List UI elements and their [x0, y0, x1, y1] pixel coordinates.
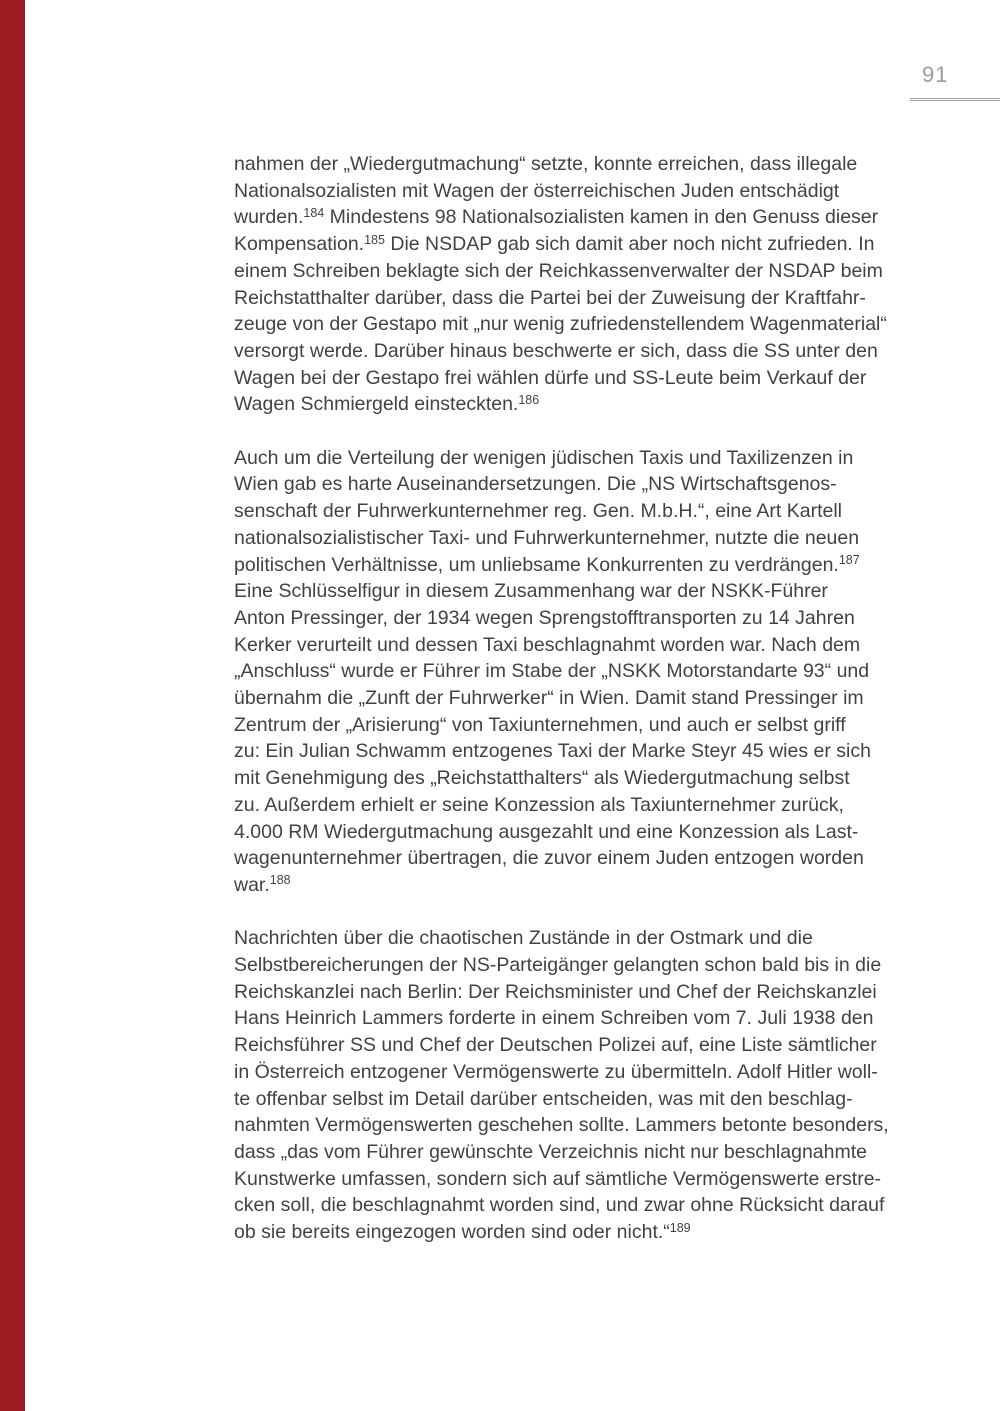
- text-line: übernahm die „Zunft der Fuhrwerker“ in Wien. Damit stand Pressinger im: [234, 687, 864, 710]
- text-line: „Anschluss“ wurde er Führer im Stabe der „NSKK Motorstandarte 93“ und: [234, 660, 870, 683]
- footnote-ref: 186: [518, 392, 540, 407]
- text-line: ob sie bereits eingezogen worden sind oder nicht.“$^{189}$: [234, 1220, 691, 1244]
- text-line: Wien gab es harte Auseinandersetzungen. Die „NS Wirtschaftsgenos-: [234, 473, 837, 496]
- paragraph: [234, 925, 924, 1245]
- paragraph: [234, 445, 924, 899]
- text-line: Kunstwerke umfassen, sondern sich auf sämtliche Vermögenswerte erstre-: [234, 1167, 882, 1190]
- text-line: mit Genehmigung des „Reichstatthalters“ als Wiedergutmachung selbst: [234, 767, 850, 790]
- body-text: [234, 151, 924, 1272]
- text-line: te offenbar selbst im Detail darüber entscheiden, was mit den beschlag-: [234, 1087, 853, 1110]
- text-line: senschaft der Fuhrwerkunternehmer reg. Gen. M.b.H.“, eine Art Kartell: [234, 500, 843, 523]
- text-line: Nachrichten über die chaotischen Zustände in der Ostmark und die: [234, 927, 813, 950]
- text-line: zu: Ein Julian Schwamm entzogenes Taxi der Marke Steyr 45 wies er sich: [234, 740, 871, 763]
- text-line: Anton Pressinger, der 1934 wegen Sprengstofftransporten zu 14 Jahren: [234, 606, 855, 629]
- red-edge-bar: [0, 0, 25, 1411]
- footnote-ref: 187: [838, 553, 860, 568]
- text-line: Reichstatthalter darüber, dass die Partei bei der Zuweisung der Kraftfahr-: [234, 286, 866, 309]
- text-line: dass „das vom Führer gewünschte Verzeichnis nicht nur beschlagnahmte: [234, 1140, 867, 1163]
- paragraph: [234, 151, 924, 418]
- text-line: Eine Schlüsselfigur in diesem Zusammenhang war der NSKK-Führer: [234, 580, 828, 603]
- text-line: 4.000 RM Wiedergutmachung ausgezahlt und eine Konzession als Last-: [234, 820, 859, 843]
- text-line: Reichsführer SS und Chef der Deutschen Polizei auf, eine Liste sämtlicher: [234, 1034, 877, 1057]
- text-line: Auch um die Verteilung der wenigen jüdischen Taxis und Taxilizenzen in: [234, 446, 854, 469]
- text-line: Wagen Schmiergeld einsteckten.$^{186}$: [234, 392, 540, 416]
- text-line: nationalsozialistischer Taxi- und Fuhrwerkunternehmer, nutzte die neuen: [234, 526, 860, 549]
- text-line: cken soll, die beschlagnahmt worden sind, und zwar ohne Rücksicht darauf: [234, 1194, 885, 1217]
- text-line: Nationalsozialisten mit Wagen der österreichischen Juden entschädigt: [234, 179, 840, 202]
- text-line: wurden.$^{184}$ Mindestens 98 Nationalsozialisten kamen in den Genuss dieser: [234, 205, 879, 229]
- text-line: Kompensation.$^{185}$ Die NSDAP gab sich damit aber noch nicht zufrieden. In: [234, 232, 875, 256]
- text-line: zeuge von der Gestapo mit „nur wenig zufriedenstellendem Wagenmaterial“: [234, 313, 887, 336]
- header-rule: [910, 98, 1000, 101]
- text-line: Selbstbereicherungen der NS-Parteigänger gelangten schon bald bis in die: [234, 954, 882, 977]
- text-line: einem Schreiben beklagte sich der Reichkassenverwalter der NSDAP beim: [234, 259, 883, 282]
- text-line: zu. Außerdem erhielt er seine Konzession als Taxiunternehmer zurück,: [234, 793, 844, 816]
- text-line: nahmten Vermögenswerten geschehen sollte. Lammers betonte besonders,: [234, 1114, 889, 1137]
- page-number: 91: [922, 62, 949, 87]
- footnote-ref: 184: [303, 205, 325, 220]
- text-line: wagenunternehmer übertragen, die zuvor einem Juden entzogen worden: [234, 847, 864, 870]
- footnote-ref: 185: [364, 232, 385, 247]
- text-line: Hans Heinrich Lammers forderte in einem Schreiben vom 7. Juli 1938 den: [234, 1007, 874, 1030]
- text-line: in Österreich entzogener Vermögenswerte zu übermitteln. Adolf Hitler woll-: [234, 1060, 878, 1083]
- text-line: Zentrum der „Arisierung“ von Taxiunternehmen, und auch er selbst griff: [234, 713, 846, 736]
- footnote-ref: 189: [669, 1220, 691, 1235]
- text-line: Reichskanzlei nach Berlin: Der Reichsminister und Chef der Reichskanzlei: [234, 980, 877, 1003]
- text-line: politischen Verhältnisse, um unliebsame Konkurrenten zu verdrängen.$^{187}$: [234, 553, 860, 576]
- footnote-ref: 188: [269, 873, 291, 888]
- text-line: versorgt werde. Darüber hinaus beschwerte er sich, dass die SS unter den: [234, 339, 878, 362]
- text-line: war.$^{188}$: [234, 873, 291, 896]
- text-line: Wagen bei der Gestapo frei wählen dürfe und SS-Leute beim Verkauf der: [234, 366, 867, 389]
- text-line: Kerker verurteilt und dessen Taxi beschlagnahmt worden war. Nach dem: [234, 633, 861, 656]
- text-line: nahmen der „Wiedergutmachung“ setzte, konnte erreichen, dass illegale: [234, 153, 858, 175]
